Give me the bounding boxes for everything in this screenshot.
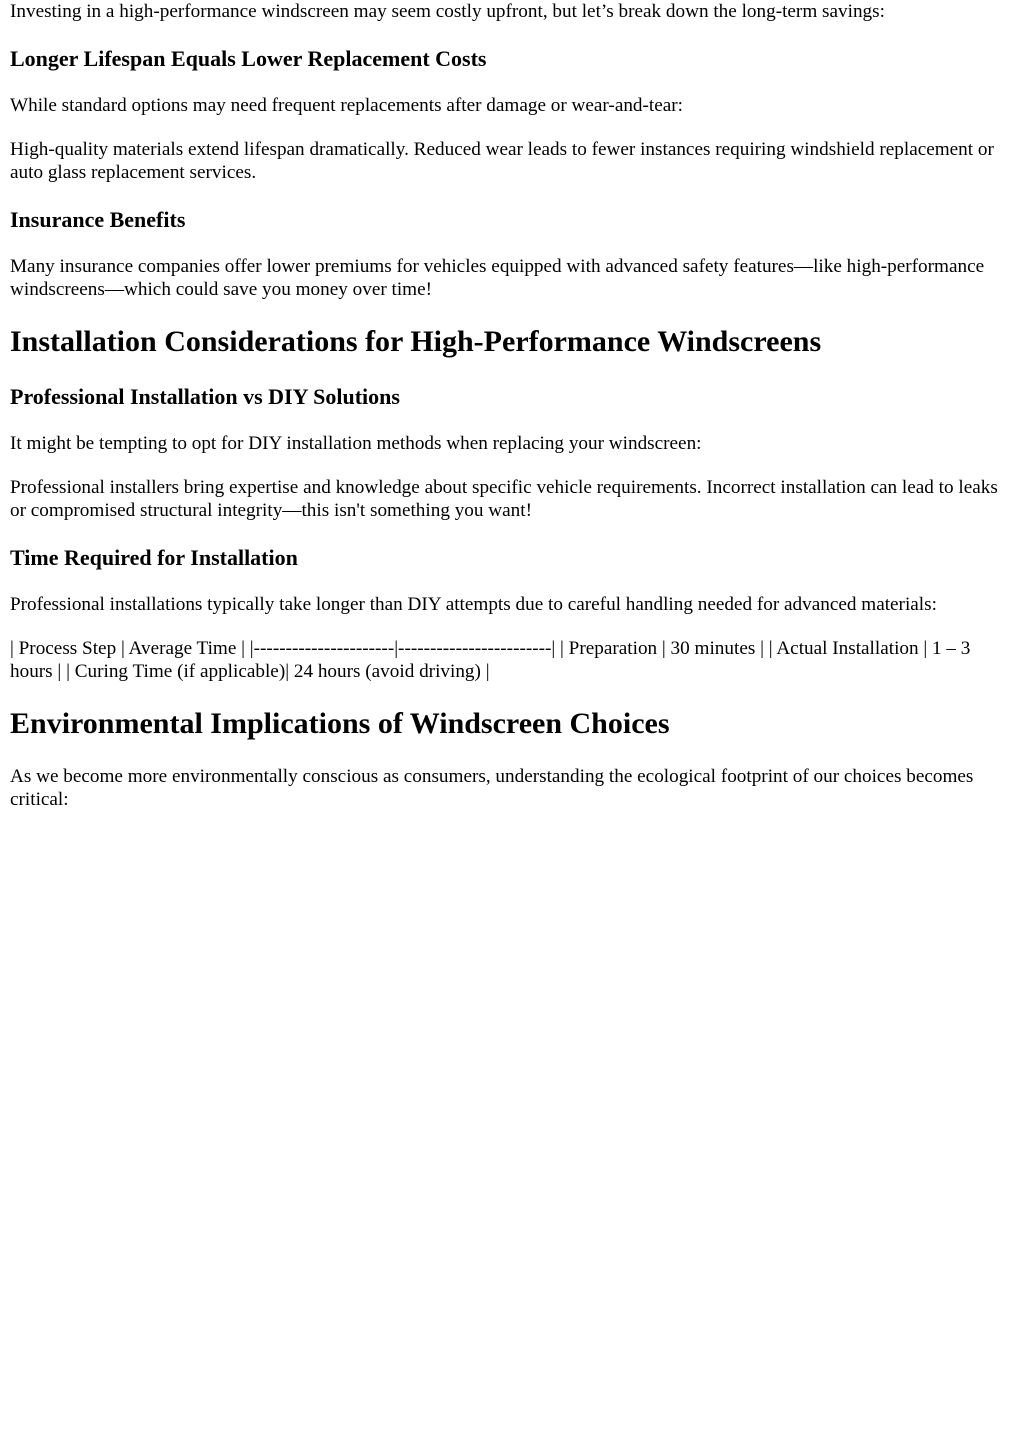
lifespan-paragraph-2: High-quality materials extend lifespan dramatically. Reduced wear leads to fewer instances requiring windshield replacement or auto glass replacement services. (10, 139, 994, 183)
diy-paragraph-1: It might be tempting to opt for DIY installation methods when replacing your windscreen: (10, 433, 702, 454)
pro-vs-diy-heading: Professional Installation vs DIY Solutions (10, 384, 400, 409)
intro-paragraph: Investing in a high-performance windscreen may seem costly upfront, but let’s break down the long-term savings: (10, 1, 885, 22)
insurance-heading: Insurance Benefits (10, 207, 186, 232)
diy-paragraph-2: Professional installers bring expertise and knowledge about specific vehicle requirements. Incorrect installation can lead to leaks or compromised structural integrity—this isn't something you want! (10, 477, 998, 521)
installation-time-paragraph: Professional installations typically take longer than DIY attempts due to careful handling needed for advanced materials: (10, 594, 937, 615)
installation-time-heading: Time Required for Installation (10, 545, 298, 570)
environment-section-heading: Environmental Implications of Windscreen Choices (10, 707, 670, 740)
raw-markdown-table-text: | Process Step | Average Time | |----------------------|------------------------| | Preparation | 30 minutes | | Actual Installation | 1 – 3 hours | | Curing Time (if applicable)| 24 hours (avoid driving) | (10, 638, 971, 682)
lifespan-heading: Longer Lifespan Equals Lower Replacement Costs (10, 46, 487, 71)
lifespan-paragraph-1: While standard options may need frequent replacements after damage or wear-and-tear: (10, 95, 683, 116)
installation-section-heading: Installation Considerations for High-Performance Windscreens (10, 325, 822, 358)
insurance-paragraph: Many insurance companies offer lower premiums for vehicles equipped with advanced safety features—like high-performance windscreens—which could save you money over time! (10, 256, 985, 300)
environment-paragraph: As we become more environmentally conscious as consumers, understanding the ecological footprint of our choices becomes critical: (10, 766, 974, 810)
